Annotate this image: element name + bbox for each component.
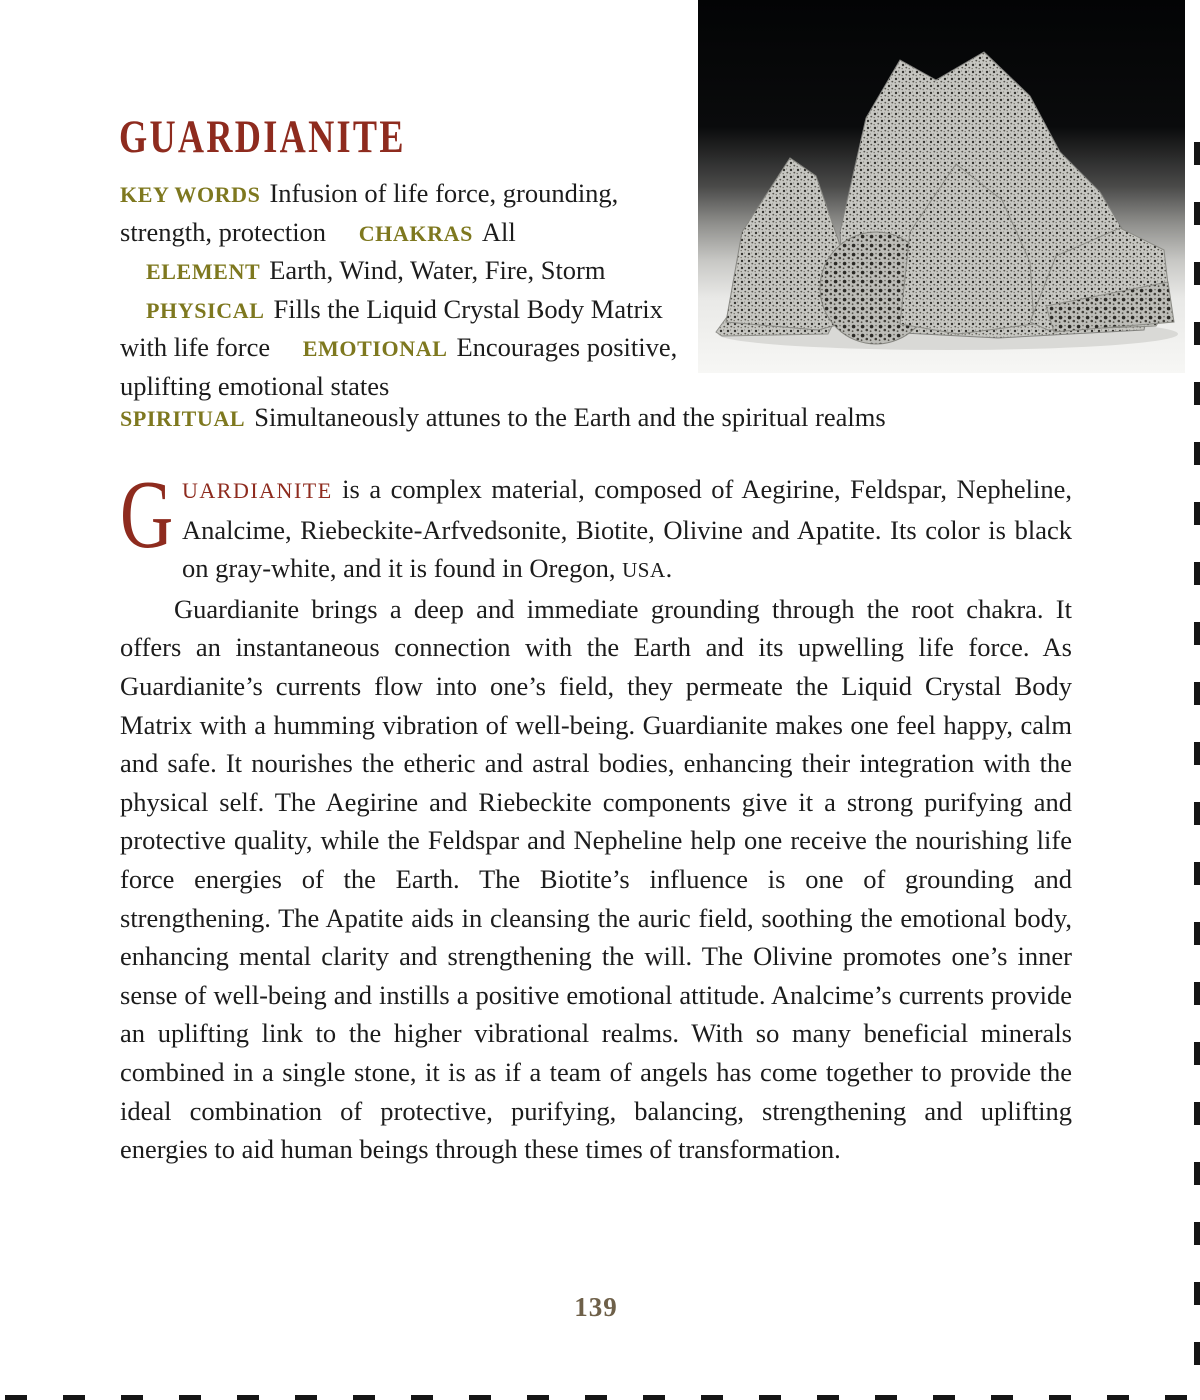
usa-smallcaps: USA [622,558,666,583]
page-title [119,111,492,163]
keyword-value-physical: Fills the Liquid Crystal Body Matrix with life force [120,293,663,363]
intro-paragraph [120,461,1072,590]
page-title-text: GUARDIANITE [119,111,406,164]
intro-text: is a complex material, composed of Aegirine, Feldspar, Nepheline, Analcime, Riebeckite-Arfvedsonite, Biotite, Olivine and Apatite. Its color is black on gray-white, and it is found in Oregon, [182,474,1072,584]
main-paragraph: Guardianite brings a deep and immediate grounding through the root chakra. It offers an instantaneous connection with the Earth and its upwelling life force. As Guardianite’s currents flow into one’s field, they permeate the Liquid Crystal Body Matrix with a humming vibration of well-being. Guardianite makes one feel happy, calm and safe. It nourishes the etheric and astral bodies, enhancing their integration with the physical self. The Aegirine and Riebeckite components give it a strong purifying and protective quality, while the Feldspar and Nepheline help one receive the nourishing life force energies of the Earth. The Biotite’s influence is one of grounding and strengthening. The Apatite aids in cleansing the auric field, soothing the emotional body, enhancing mental clarity and strengthening the will. The Olivine promotes one’s inner sense of well-being and instills a positive emotional attitude. Analcime’s currents provide an uplifting link to the higher vibrational realms. With so many beneficial minerals combined in a single stone, it is as if a team of angels has come together to provide the ideal combination of protective, purifying, balancing, strengthening and uplifting energies to aid human beings through these times of transformation. [120,593,1072,1165]
body-text [120,461,1072,1169]
keyword-value-spiritual: Simultaneously attunes to the Earth and the spiritual realms [254,402,886,432]
keyword-label-chakras: CHAKRAS [358,220,473,246]
keywords-block [120,175,698,406]
intro-period: . [665,553,673,584]
keyword-label-emotional: EMOTIONAL [302,336,448,362]
drop-cap: G [120,461,174,568]
keyword-label-spiritual: SPIRITUAL [120,406,246,431]
keyword-value-element: Earth, Wind, Water, Fire, Storm [269,255,606,286]
page-bottom-trim-marks [5,1395,1200,1400]
keyword-value-key-words: Infusion of life force, grounding, strength, protection [120,178,619,247]
guardianite-photo [698,0,1185,373]
keyword-label-key-words: KEY WORDS [120,182,261,207]
page-edge-tab-marks [1194,142,1200,1368]
photo-illustration [698,0,1185,373]
keyword-label-physical: PHYSICAL [146,297,265,323]
keyword-label-element: ELEMENT [146,259,261,285]
mineral-name-smallcaps: UARDIANITE [182,478,333,503]
keyword-value-chakras: All [481,216,516,247]
page-number: 139 [574,1292,618,1322]
keyword-value-emotional: Encourages positive, uplifting emotional states [120,332,678,401]
keywords-spiritual-row [120,399,1085,438]
